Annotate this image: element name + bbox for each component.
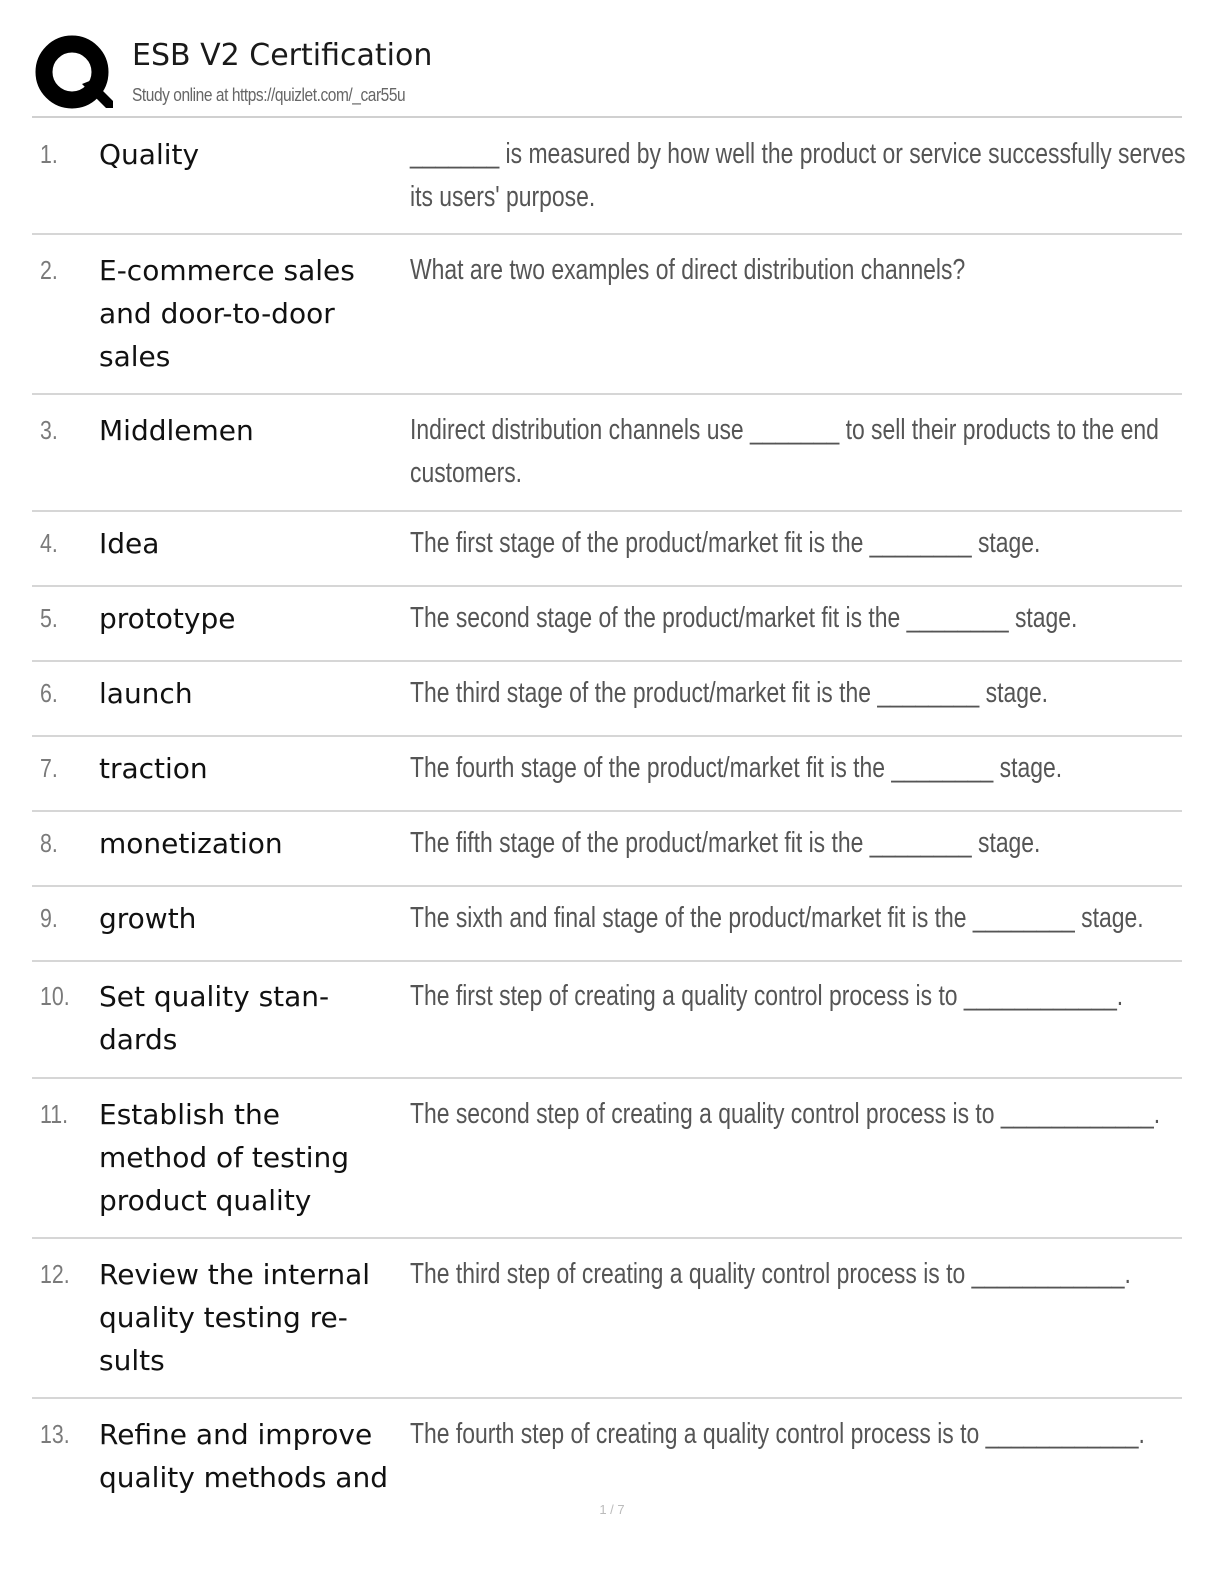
flashcard-row (32, 587, 1182, 662)
definition-line: Indirect distribution channels use _______ to sell their products to the end (410, 414, 1159, 446)
card-definition (410, 409, 1159, 495)
quizlet-logo-icon (34, 34, 114, 114)
card-number: 3. (40, 415, 58, 445)
card-number: 1. (40, 139, 58, 169)
flashcard-row (32, 812, 1182, 887)
card-definition (410, 1413, 1145, 1456)
card-number: 4. (40, 528, 58, 558)
definition-line: The second stage of the product/market fit is the ________ stage. (410, 602, 1078, 634)
flashcard-row (32, 235, 1182, 395)
card-term: traction (99, 752, 208, 785)
card-number: 9. (40, 903, 58, 933)
flashcard-row (32, 962, 1182, 1079)
card-term: growth (99, 902, 197, 935)
card-term: Set quality stan- dards (99, 980, 330, 1056)
flashcard-row (32, 118, 1186, 235)
flashcard-row (32, 1079, 1182, 1239)
study-online-link[interactable]: Study online at https://quizlet.com/_car55u (132, 85, 406, 105)
card-term: Quality (99, 138, 200, 171)
card-definition (410, 249, 1010, 292)
card-term: Refine and improve quality methods and (99, 1418, 388, 1494)
document-header (34, 32, 1184, 116)
card-definition (410, 897, 1144, 940)
card-number: 5. (40, 603, 58, 633)
page-number: 1 / 7 (599, 1502, 625, 1517)
definition-line: The third stage of the product/market fit is the ________ stage. (410, 677, 1049, 709)
definition-line: The first step of creating a quality control process is to ____________. (410, 980, 1124, 1012)
card-number: 13. (40, 1419, 70, 1449)
flashcard-row (32, 662, 1182, 737)
card-definition (410, 522, 1041, 565)
card-number: 10. (40, 981, 70, 1011)
definition-line: _______ is measured by how well the product or service successfully serves (410, 138, 1186, 170)
card-definition (410, 1253, 1131, 1296)
definition-line: The fifth stage of the product/market fit is the ________ stage. (410, 827, 1041, 859)
definition-line: The fourth step of creating a quality control process is to ____________. (410, 1418, 1145, 1450)
card-term: Middlemen (99, 414, 254, 447)
document-title: ESB V2 Certification (132, 38, 433, 73)
flashcard-row (32, 512, 1182, 587)
card-term: prototype (99, 602, 236, 635)
card-definition (410, 1093, 1161, 1136)
card-number: 8. (40, 828, 58, 858)
definition-line: The second step of creating a quality control process is to ____________. (410, 1098, 1161, 1130)
flashcard-row (32, 395, 1182, 512)
card-term: Establish the method of testing product quality (99, 1098, 349, 1217)
card-number: 11. (40, 1099, 69, 1129)
card-number: 7. (40, 753, 58, 783)
card-number: 2. (40, 255, 58, 285)
flashcard-row (32, 887, 1182, 962)
definition-line: The sixth and final stage of the product/market fit is the ________ stage. (410, 902, 1144, 934)
flashcard-list (32, 118, 1186, 1529)
card-definition (410, 597, 1078, 640)
card-definition (410, 133, 1186, 219)
definition-line: What are two examples of direct distribution channels? (410, 254, 966, 286)
card-definition (410, 747, 1063, 790)
flashcard-row (32, 737, 1182, 812)
definition-line: The first stage of the product/market fit is the ________ stage. (410, 527, 1041, 559)
card-definition (410, 975, 1124, 1018)
card-number: 12. (40, 1259, 70, 1289)
definition-line: its users' purpose. (410, 181, 596, 213)
card-definition (410, 672, 1049, 715)
card-term: E-commerce sales and door-to-door sales (99, 254, 355, 373)
card-number: 6. (40, 678, 58, 708)
definition-line: customers. (410, 457, 523, 489)
flashcard-row (32, 1239, 1182, 1399)
card-term: Idea (99, 527, 160, 560)
card-term: monetization (99, 827, 283, 860)
definition-line: The fourth stage of the product/market fit is the ________ stage. (410, 752, 1063, 784)
card-term: launch (99, 677, 193, 710)
card-definition (410, 822, 1041, 865)
card-term: Review the internal quality testing re- sults (99, 1258, 371, 1377)
definition-line: The third step of creating a quality control process is to ____________. (410, 1258, 1131, 1290)
